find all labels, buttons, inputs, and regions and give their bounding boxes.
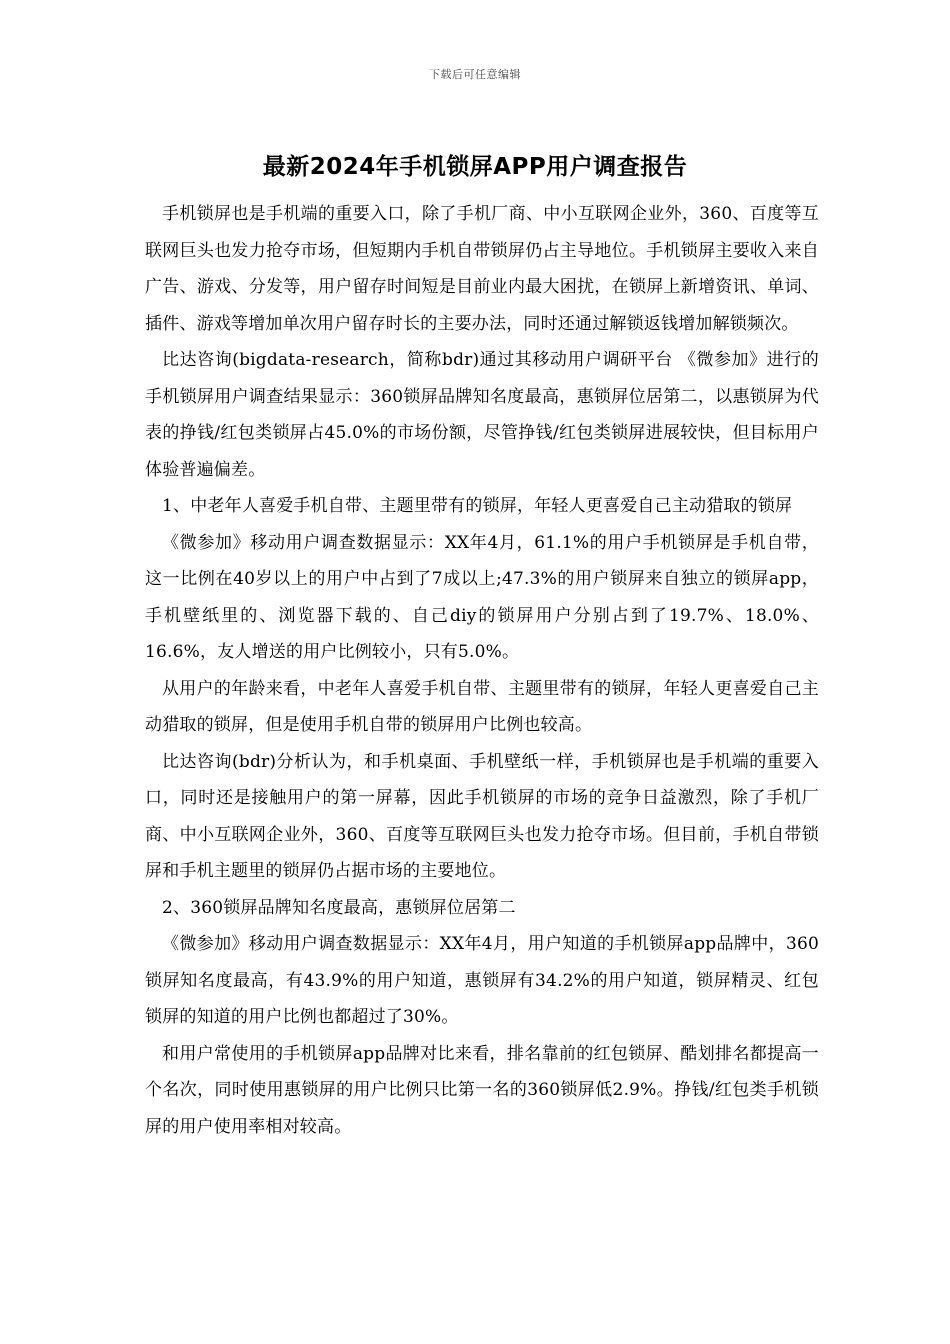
paragraph-intro: 手机锁屏也是手机端的重要入口，除了手机厂商、中小互联网企业外，360、百度等互联网巨头也发力抢夺市场，但短期内手机自带锁屏仍占主导地位。手机锁屏主要收入来自广告、游戏、分发等，用户留存时间短是目前业内最大困扰，在锁屏上新增资讯、单词、插件、游戏等增加单次用户留存时长的主要办法，同时还通过解锁返钱增加解锁频次。 (145, 204, 819, 334)
document-body (145, 196, 819, 1145)
paragraph-brand-comparison: 和用户常使用的手机锁屏app品牌对比来看，排名靠前的红包锁屏、酷划排名都提高一个名次，同时使用惠锁屏的用户比例只比第一名的360锁屏低2.9%。挣钱/红包类手机锁屏的用户使用率相对较高。 (145, 1043, 819, 1137)
paragraph-bdr-analysis: 比达咨询(bdr)分析认为，和手机桌面、手机壁纸一样，手机锁屏也是手机端的重要入口，同时还是接触用户的第一屏幕，因此手机锁屏的市场的竞争日益激烈，除了手机厂商、中小互联网企业外，360、百度等互联网巨头也发力抢夺市场。但目前，手机自带锁屏和手机主题里的锁屏仍占据市场的主要地位。 (145, 751, 819, 881)
paragraph-survey-data-2: 《微参加》移动用户调查数据显示：XX年4月，用户知道的手机锁屏app品牌中，360锁屏知名度最高，有43.9%的用户知道，惠锁屏有34.2%的用户知道，锁屏精灵、红包锁屏的知道的用户比例也都超过了30%。 (145, 934, 819, 1027)
section-heading-1: 1、中老年人喜爱手机自带、主题里带有的锁屏，年轻人更喜爱自己主动猎取的锁屏 (162, 496, 793, 516)
paragraph-survey-data-1: 《微参加》移动用户调查数据显示：XX年4月，61.1%的用户手机锁屏是手机自带，这一比例在40岁以上的用户中占到了7成以上;47.3%的用户锁屏来自独立的锁屏app，手机壁纸里的、浏览器下载的、自己diy的锁屏用户分别占到了19.7%、18.0%、16.6%，友人增送的用户比例较小，只有5.0%。 (145, 532, 819, 662)
paragraph-survey-summary: 比达咨询(bigdata-research，简称bdr)通过其移动用户调研平台 《微参加》进行的手机锁屏用户调查结果显示：360锁屏品牌知名度最高，惠锁屏位居第二，以惠锁屏为代表的挣钱/红包类锁屏占45.0%的市场份额，尽管挣钱/红包类锁屏进展较快，但目标用户体验普遍偏差。 (145, 350, 819, 480)
paragraph-age-analysis: 从用户的年龄来看，中老年人喜爱手机自带、主题里带有的锁屏，年轻人更喜爱自己主动猎取的锁屏，但是使用手机自带的锁屏用户比例也较高。 (145, 678, 819, 735)
header-note: 下载后可任意编辑 (429, 68, 521, 81)
section-heading-2: 2、360锁屏品牌知名度最高，惠锁屏位居第二 (162, 897, 516, 918)
document-title: 最新2024年手机锁屏APP用户调查报告 (262, 154, 688, 180)
